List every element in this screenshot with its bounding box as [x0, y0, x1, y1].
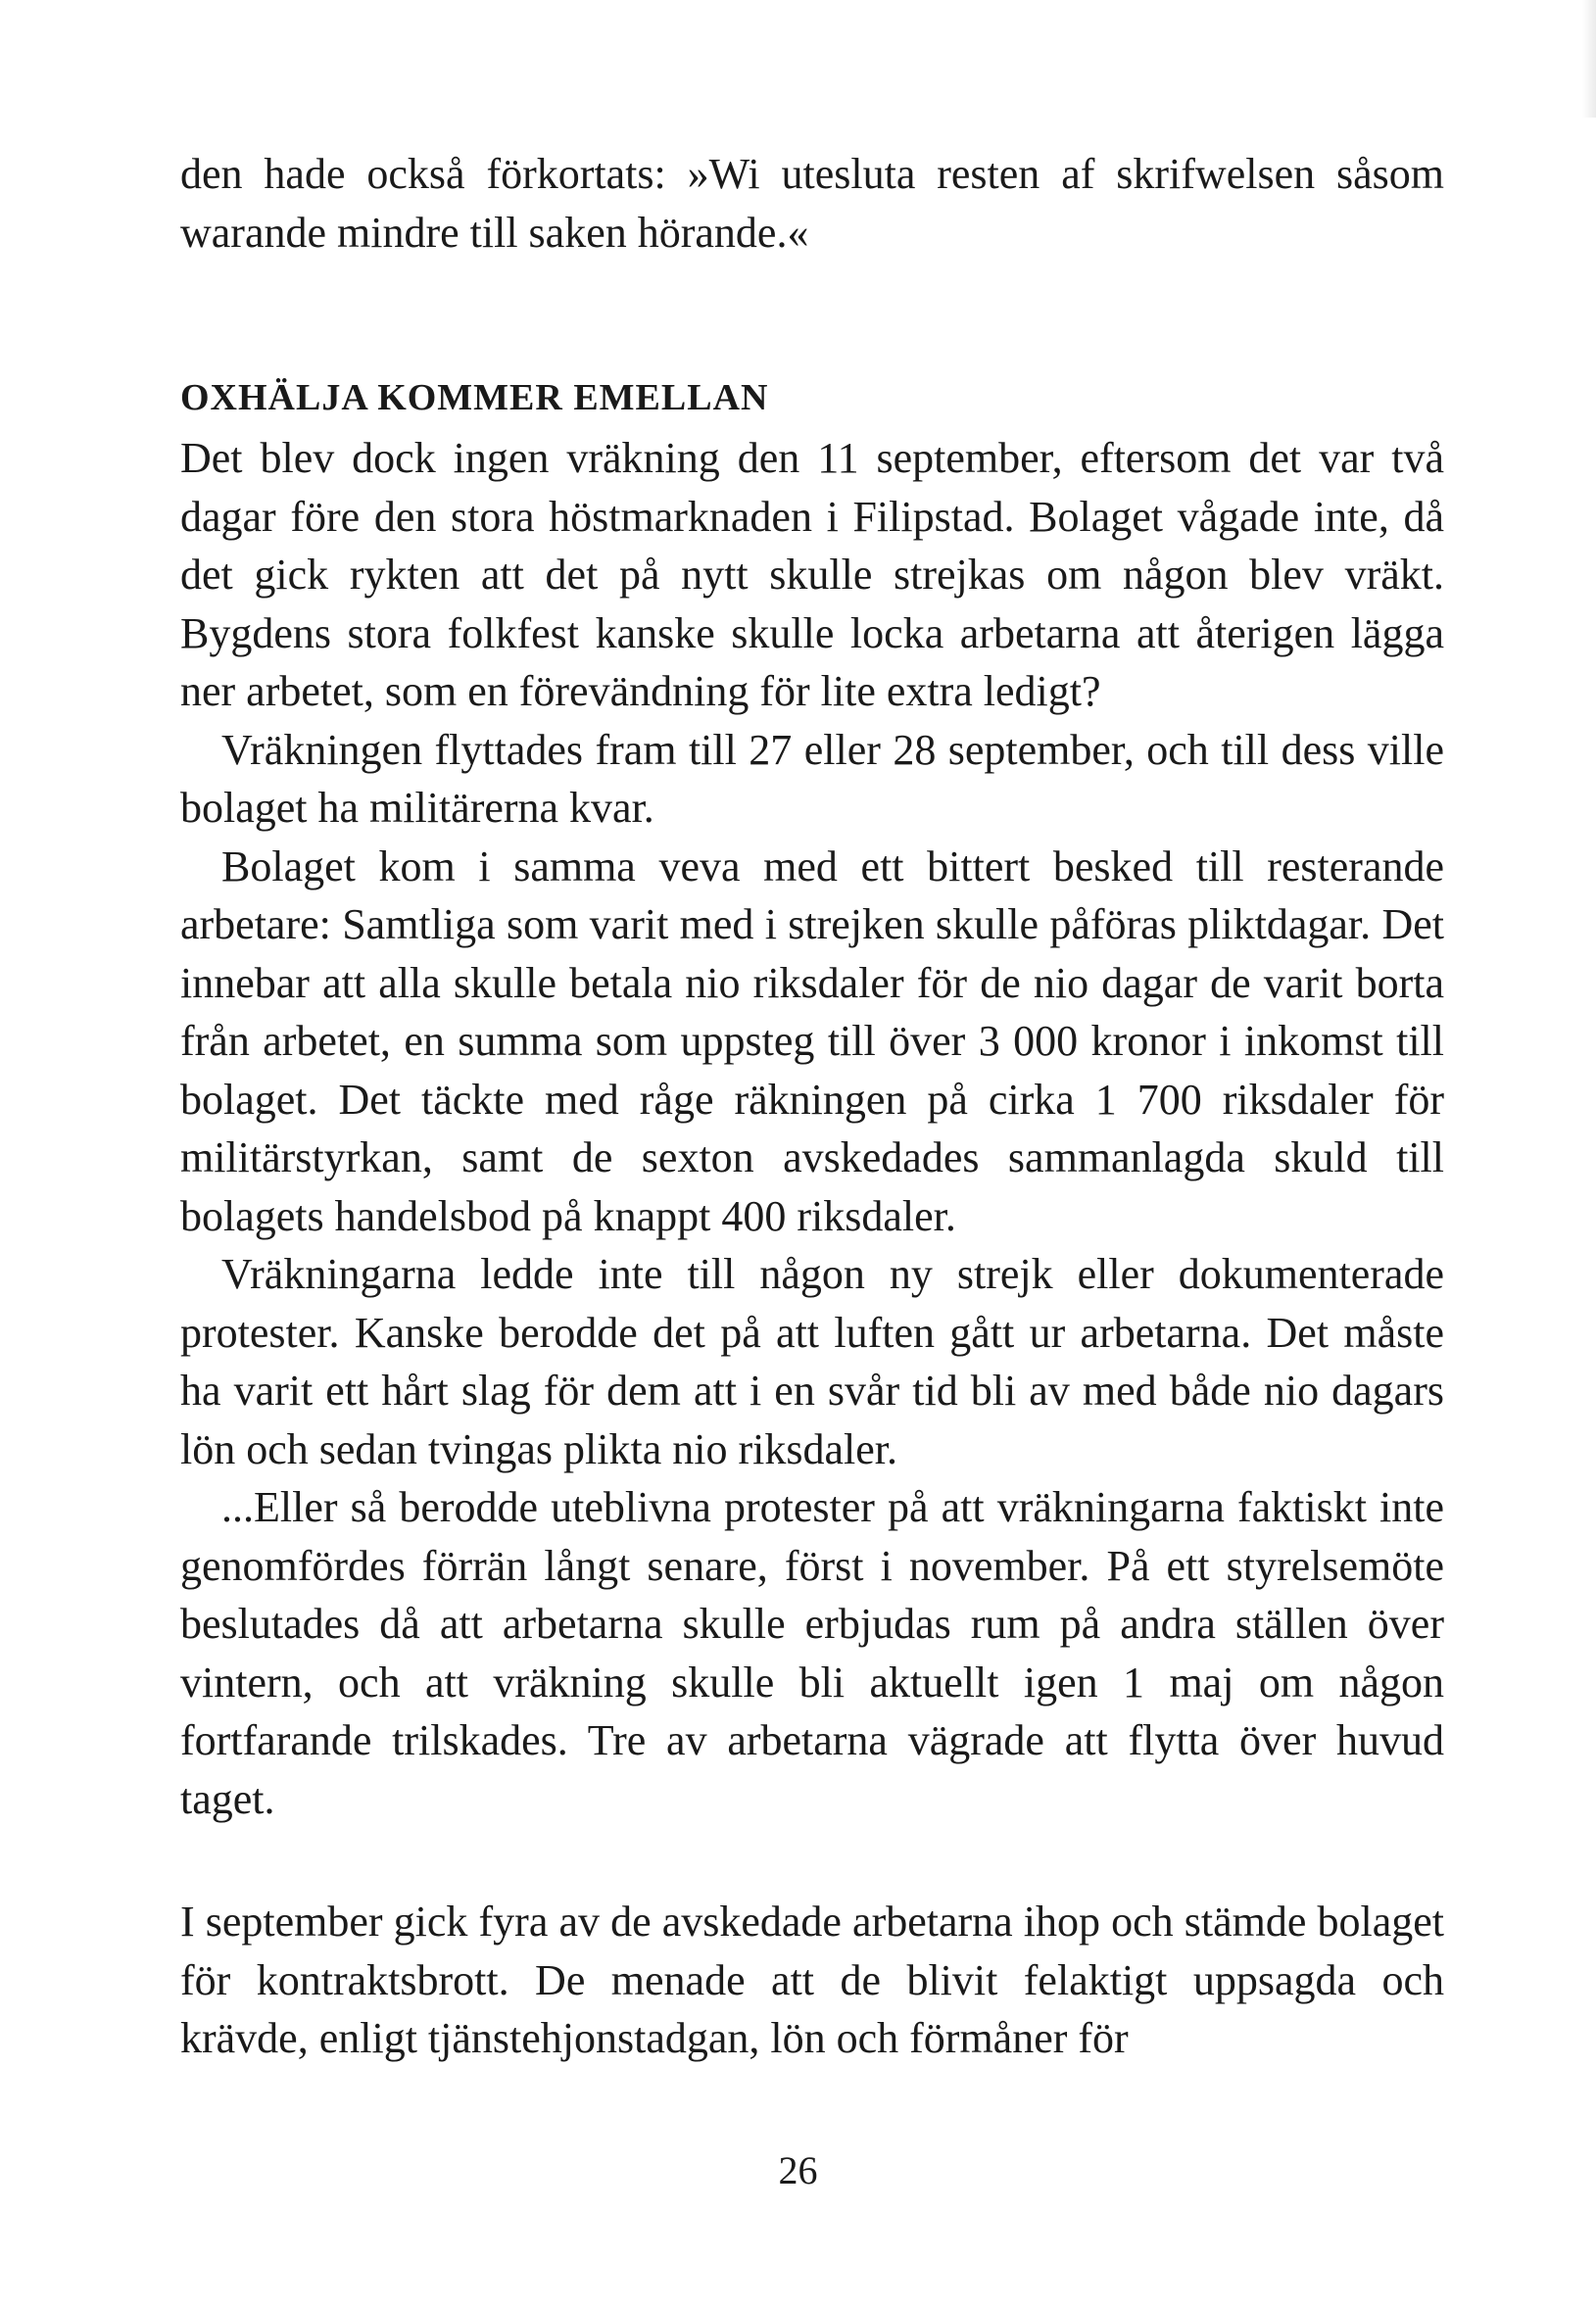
page-edge-shadow: [1582, 0, 1596, 118]
closing-paragraph: I september gick fyra av de avskedade arbetarna ihop och stämde bolaget för kontraktsbrott. De menade att de blivit felaktigt uppsagda och krävde, enligt tjänstehjonstadgan, lön och förmåner för: [180, 1898, 1444, 2062]
body-paragraph-3: Bolaget kom i samma veva med ett bittert besked till resterande arbetare: Samtliga som varit med i strejken skulle påföras pliktdagar. Det innebar att alla skulle betala nio riksdaler för de nio dagar de varit borta från arbetet, en summa som uppsteg till över 3 000 kronor i inkomst till bolaget. Det täckte med råge räkningen på cirka 1 700 riksdaler för militärstyrkan, samt de sexton avskedades sammanlagda skuld till bolagets handelsbod på knappt 400 riksdaler.: [180, 841, 1444, 1240]
section-heading: OXHÄLJA KOMMER EMELLAN: [180, 377, 769, 418]
body-paragraph-5: ...Eller så berodde uteblivna protester på att vräkningarna faktiskt inte genomfördes förrän långt senare, först i november. På ett styrelsemöte beslutades då att arbetarna skulle erbjudas rum på andra ställen över vintern, och att vräkning skulle bli aktuellt igen 1 maj om någon fortfarande trilskades. Tre av arbetarna vägrade att flytta över huvud taget.: [180, 1483, 1444, 1823]
body-paragraph-1: Det blev dock ingen vräkning den 11 september, eftersom det var två dagar före den stora höstmarknaden i Filipstad. Bolaget vågade inte, då det gick rykten att det på nytt skulle strejkas om någon blev vräkt. Bygdens stora folkfest kanske skulle locka arbetarna att återigen lägga ner arbetet, som en förevändning för lite extra ledigt?: [180, 434, 1444, 715]
body-paragraph-2: Vräkningen flyttades fram till 27 eller 28 september, och till dess ville bolaget ha militärerna kvar.: [180, 725, 1444, 832]
intro-block: [180, 145, 1444, 262]
page-number: 26: [778, 2148, 818, 2192]
section-body: [180, 429, 1444, 1828]
body-paragraph-4: Vräkningarna ledde inte till någon ny strejk eller dokumenterade protester. Kanske berodde det på att luften gått ur arbetarna. Det måste ha varit ett hårt slag för dem att i en svår tid bli av med både nio dagars lön och sedan tvingas plikta nio riksdaler.: [180, 1250, 1444, 1473]
closing-block: [180, 1893, 1444, 2068]
intro-paragraph: den hade också förkortats: »Wi utesluta resten af skrifwelsen såsom warande mindre till saken hörande.«: [180, 150, 1444, 257]
